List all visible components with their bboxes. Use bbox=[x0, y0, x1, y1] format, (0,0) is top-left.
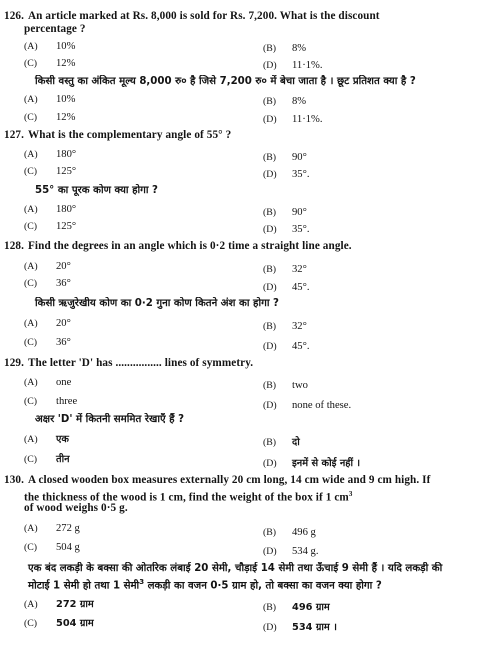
option-value: 90° bbox=[292, 152, 307, 163]
question-130-hindi-line-1 bbox=[8, 562, 480, 575]
option-value: 36° bbox=[56, 337, 71, 348]
option-label: (C) bbox=[24, 166, 38, 177]
option-label: (C) bbox=[24, 454, 38, 465]
question-text: the thickness of the wood is 1 cm, find the weight of the box if 1 cm bbox=[24, 491, 349, 504]
option-a[interactable] bbox=[24, 40, 75, 53]
option-a[interactable] bbox=[24, 260, 71, 273]
option-label: (B) bbox=[263, 264, 277, 275]
option-b[interactable] bbox=[263, 95, 306, 108]
question-number: 128. bbox=[4, 240, 24, 252]
question-127-line-1 bbox=[4, 129, 480, 142]
option-value: 12% bbox=[56, 112, 76, 123]
option-c[interactable] bbox=[24, 453, 70, 466]
option-label: (D) bbox=[263, 622, 277, 633]
option-b[interactable] bbox=[263, 263, 307, 276]
option-value: 534 g. bbox=[292, 546, 319, 557]
option-label: (C) bbox=[24, 112, 38, 123]
option-value: 32° bbox=[292, 321, 307, 332]
option-label: (A) bbox=[24, 523, 38, 534]
option-value: तीन bbox=[56, 454, 70, 465]
option-a[interactable] bbox=[24, 317, 71, 330]
option-c[interactable] bbox=[24, 617, 94, 630]
option-c[interactable] bbox=[24, 541, 80, 554]
option-b[interactable] bbox=[263, 320, 307, 333]
option-label: (B) bbox=[263, 380, 277, 391]
option-label: (B) bbox=[263, 43, 277, 54]
option-value: 504 ग्राम bbox=[56, 618, 94, 629]
option-value: two bbox=[292, 380, 308, 391]
option-label: (C) bbox=[24, 618, 38, 629]
option-d[interactable] bbox=[263, 168, 309, 181]
option-value: 32° bbox=[292, 264, 307, 275]
option-value: 45°. bbox=[292, 341, 310, 352]
option-value: 272 ग्राम bbox=[56, 599, 94, 610]
option-value: 36° bbox=[56, 278, 71, 289]
option-a[interactable] bbox=[24, 203, 76, 216]
question-129-hindi bbox=[4, 413, 480, 426]
option-d[interactable] bbox=[263, 340, 309, 353]
option-value: 504 g bbox=[56, 542, 80, 553]
question-number: 129. bbox=[4, 357, 24, 369]
question-text: of wood weighs 0·5 g. bbox=[24, 502, 128, 514]
option-value: one bbox=[56, 377, 72, 388]
option-label: (B) bbox=[263, 207, 277, 218]
option-value: none of these. bbox=[292, 400, 352, 411]
option-label: (D) bbox=[263, 114, 277, 125]
option-label: (C) bbox=[24, 221, 38, 232]
option-c[interactable] bbox=[24, 165, 76, 178]
option-value: 35°. bbox=[292, 224, 310, 235]
option-value: 272 g bbox=[56, 523, 80, 534]
option-d[interactable] bbox=[263, 113, 323, 126]
option-a[interactable] bbox=[24, 376, 71, 389]
question-text: Find the degrees in an angle which is 0·2 time a straight line angle. bbox=[28, 240, 352, 252]
question-text-hindi: किसी ऋजुरेखीय कोण का 0·2 गुना कोण कितने अंश का होगा ? bbox=[35, 298, 279, 309]
question-130-line-1 bbox=[4, 474, 480, 487]
option-a[interactable] bbox=[24, 522, 80, 535]
option-label: (C) bbox=[24, 542, 38, 553]
option-label: (D) bbox=[263, 169, 277, 180]
option-c[interactable] bbox=[24, 277, 71, 290]
question-text-hindi: लकड़ी का वजन 0·5 ग्राम हो, तो बक्सा का वजन क्या होगा ? bbox=[147, 580, 382, 592]
option-c[interactable] bbox=[24, 57, 75, 70]
option-label: (A) bbox=[24, 599, 38, 610]
option-label: (A) bbox=[24, 149, 38, 160]
option-value: 11·1%. bbox=[292, 114, 323, 125]
option-value: 11·1%. bbox=[292, 60, 323, 71]
option-d[interactable] bbox=[263, 59, 323, 72]
option-c[interactable] bbox=[24, 336, 71, 349]
option-value: 125° bbox=[56, 221, 77, 232]
option-value: 534 ग्राम । bbox=[292, 622, 337, 633]
option-label: (A) bbox=[24, 204, 38, 215]
question-130-hindi-line-2 bbox=[8, 576, 480, 592]
option-d[interactable] bbox=[263, 399, 351, 412]
option-label: (D) bbox=[263, 400, 277, 411]
question-text-hindi: अक्षर 'D' में कितनी सममित रेखाएँ हैं ? bbox=[35, 414, 185, 425]
superscript: 3 bbox=[139, 578, 145, 586]
option-value: 35°. bbox=[292, 169, 310, 180]
option-value: three bbox=[56, 396, 78, 407]
option-value: 180° bbox=[56, 149, 77, 160]
option-label: (B) bbox=[263, 96, 277, 107]
option-value: 10% bbox=[56, 94, 76, 105]
option-value: 90° bbox=[292, 207, 307, 218]
question-126-line-1 bbox=[4, 10, 480, 23]
option-label: (D) bbox=[263, 458, 277, 469]
option-b[interactable] bbox=[263, 601, 330, 614]
option-label: (A) bbox=[24, 261, 38, 272]
question-text-hindi: एक बंद लकड़ी के बक्सा की ओतरिक लंबाई 20 सेमी, चौड़ाई 14 सेमी तथा ऊँचाई 9 सेमी हैं । यदि लकड़ी की bbox=[28, 563, 443, 574]
option-label: (D) bbox=[263, 224, 277, 235]
question-text-hindi: 55° का पूरक कोण क्या होगा ? bbox=[35, 185, 158, 196]
option-c[interactable] bbox=[24, 220, 76, 233]
option-label: (C) bbox=[24, 278, 38, 289]
option-value: 20° bbox=[56, 261, 71, 272]
option-d[interactable] bbox=[263, 281, 309, 294]
option-b[interactable] bbox=[263, 436, 300, 449]
option-b[interactable] bbox=[263, 526, 316, 539]
question-126-line-2 bbox=[4, 23, 480, 36]
question-text-hindi: मोटाई 1 सेमी हो तथा 1 सेमी bbox=[28, 580, 140, 592]
question-number: 127. bbox=[4, 129, 24, 141]
question-text: An article marked at Rs. 8,000 is sold for Rs. 7,200. What is the discount bbox=[28, 10, 380, 22]
question-text: What is the complementary angle of 55° ? bbox=[28, 129, 232, 141]
question-number: 130. bbox=[4, 474, 24, 486]
option-b[interactable] bbox=[263, 151, 307, 164]
option-value: 125° bbox=[56, 166, 77, 177]
option-label: (B) bbox=[263, 527, 277, 538]
option-value: 496 g bbox=[292, 527, 316, 538]
option-a[interactable] bbox=[24, 598, 94, 611]
option-value: 10% bbox=[56, 41, 76, 52]
question-129-line-1 bbox=[4, 357, 480, 370]
question-128-hindi bbox=[4, 297, 480, 310]
option-b[interactable] bbox=[263, 206, 307, 219]
option-label: (B) bbox=[263, 602, 277, 613]
option-value: 45°. bbox=[292, 282, 310, 293]
option-d[interactable] bbox=[263, 621, 337, 634]
option-label: (C) bbox=[24, 58, 38, 69]
question-128-line-1 bbox=[4, 240, 480, 253]
option-value: 8% bbox=[292, 43, 307, 54]
question-127-hindi bbox=[4, 184, 480, 197]
option-value: 12% bbox=[56, 58, 76, 69]
option-label: (A) bbox=[24, 434, 38, 445]
question-text-hindi: किसी वस्तु का अंकित मूल्य 8,000 रु० है जिसे 7,200 रु० में बेचा जाता है । छूट प्रतिशत क्या है ? bbox=[35, 76, 416, 87]
option-b[interactable] bbox=[263, 42, 306, 55]
option-label: (D) bbox=[263, 282, 277, 293]
option-label: (A) bbox=[24, 377, 38, 388]
option-value: 20° bbox=[56, 318, 71, 329]
option-b[interactable] bbox=[263, 379, 308, 392]
option-value: इनमें से कोई नहीं । bbox=[292, 458, 361, 469]
question-text: A closed wooden box measures externally 20 cm long, 14 cm wide and 9 cm high. If bbox=[28, 474, 431, 486]
option-label: (D) bbox=[263, 341, 277, 352]
option-c[interactable] bbox=[24, 111, 75, 124]
option-label: (B) bbox=[263, 152, 277, 163]
superscript: 3 bbox=[348, 490, 353, 498]
option-label: (B) bbox=[263, 321, 277, 332]
question-text: The letter 'D' has ................ lines of symmetry. bbox=[28, 357, 254, 369]
option-a[interactable] bbox=[24, 148, 76, 161]
option-d[interactable] bbox=[263, 545, 318, 558]
option-d[interactable] bbox=[263, 457, 360, 470]
question-number: 126. bbox=[4, 10, 24, 22]
option-value: 8% bbox=[292, 96, 307, 107]
option-a[interactable] bbox=[24, 93, 75, 106]
question-126-hindi bbox=[4, 75, 480, 88]
option-a[interactable] bbox=[24, 433, 69, 446]
option-label: (B) bbox=[263, 437, 277, 448]
option-label: (D) bbox=[263, 546, 277, 557]
option-label: (A) bbox=[24, 318, 38, 329]
option-label: (C) bbox=[24, 396, 38, 407]
option-d[interactable] bbox=[263, 223, 309, 236]
option-label: (A) bbox=[24, 94, 38, 105]
question-text: percentage ? bbox=[24, 23, 86, 35]
option-label: (D) bbox=[263, 60, 277, 71]
option-value: दो bbox=[292, 437, 300, 448]
question-130-line-3 bbox=[4, 502, 480, 515]
option-value: एक bbox=[56, 434, 69, 445]
option-label: (A) bbox=[24, 41, 38, 52]
option-label: (C) bbox=[24, 337, 38, 348]
option-value: 496 ग्राम bbox=[292, 602, 330, 613]
option-c[interactable] bbox=[24, 395, 77, 408]
option-value: 180° bbox=[56, 204, 77, 215]
